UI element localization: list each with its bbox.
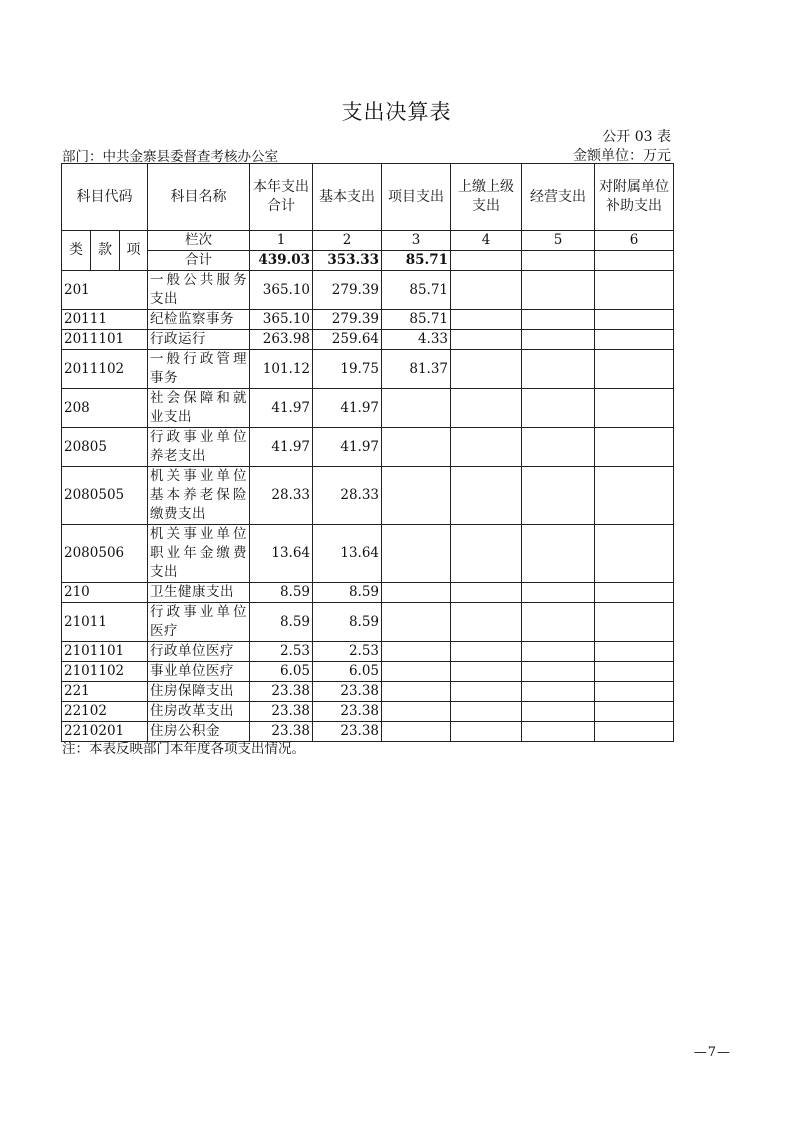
header-project: 项目支出 xyxy=(382,164,451,231)
row-total: 8.59 xyxy=(250,603,313,642)
row-code: 2101102 xyxy=(62,662,148,682)
row-subsidiary xyxy=(595,682,674,702)
row-basic: 13.64 xyxy=(313,525,382,583)
sum-label: 合计 xyxy=(148,251,250,271)
expenditure-table xyxy=(61,163,674,742)
row-name: 事业单位医疗 xyxy=(148,662,250,682)
row-project xyxy=(382,642,451,662)
row-project xyxy=(382,702,451,722)
row-project xyxy=(382,662,451,682)
row-subsidiary xyxy=(595,722,674,742)
row-total: 41.97 xyxy=(250,428,313,467)
table-row xyxy=(62,467,674,525)
row-business xyxy=(522,428,595,467)
sum-total: 439.03 xyxy=(250,251,313,271)
header-code: 科目代码 xyxy=(62,164,148,231)
row-subsidiary xyxy=(595,310,674,330)
row-total: 2.53 xyxy=(250,642,313,662)
row-project: 81.37 xyxy=(382,350,451,389)
form-number: 公开 03 表 xyxy=(602,129,671,145)
row-subsidiary xyxy=(595,642,674,662)
table-row xyxy=(62,682,674,702)
row-project xyxy=(382,583,451,603)
row-name: 行政事业单位医疗 xyxy=(148,603,250,642)
header-kuan: 款 xyxy=(91,231,120,271)
row-business xyxy=(522,310,595,330)
table-row xyxy=(62,583,674,603)
sum-basic: 353.33 xyxy=(313,251,382,271)
row-name: 纪检监察事务 xyxy=(148,310,250,330)
row-code: 21011 xyxy=(62,603,148,642)
row-subsidiary xyxy=(595,603,674,642)
column-number: 6 xyxy=(595,231,674,251)
row-name: 住房保障支出 xyxy=(148,682,250,702)
row-subsidiary xyxy=(595,467,674,525)
row-code: 201 xyxy=(62,271,148,310)
row-business xyxy=(522,682,595,702)
row-subsidiary xyxy=(595,428,674,467)
row-total: 263.98 xyxy=(250,330,313,350)
header-name: 科目名称 xyxy=(148,164,250,231)
row-business xyxy=(522,722,595,742)
row-name: 住房改革支出 xyxy=(148,702,250,722)
row-name: 住房公积金 xyxy=(148,722,250,742)
row-basic: 28.33 xyxy=(313,467,382,525)
row-basic: 279.39 xyxy=(313,271,382,310)
table-row xyxy=(62,702,674,722)
row-subsidiary xyxy=(595,350,674,389)
table-row xyxy=(62,389,674,428)
table-row xyxy=(62,662,674,682)
row-subsidiary xyxy=(595,389,674,428)
column-number-label: 栏次 xyxy=(148,231,250,251)
row-business xyxy=(522,642,595,662)
row-upper xyxy=(451,583,522,603)
row-upper xyxy=(451,603,522,642)
row-code: 2080506 xyxy=(62,525,148,583)
row-code: 2210201 xyxy=(62,722,148,742)
row-code: 2011102 xyxy=(62,350,148,389)
row-project xyxy=(382,682,451,702)
row-total: 13.64 xyxy=(250,525,313,583)
row-code: 221 xyxy=(62,682,148,702)
table-row xyxy=(62,330,674,350)
column-number: 1 xyxy=(250,231,313,251)
table-row xyxy=(62,642,674,662)
row-name: 行政事业单位养老支出 xyxy=(148,428,250,467)
row-project xyxy=(382,603,451,642)
row-total: 23.38 xyxy=(250,722,313,742)
row-project: 4.33 xyxy=(382,330,451,350)
row-total: 41.97 xyxy=(250,389,313,428)
row-code: 20111 xyxy=(62,310,148,330)
row-basic: 6.05 xyxy=(313,662,382,682)
row-name: 机关事业单位职业年金缴费支出 xyxy=(148,525,250,583)
sum-upper xyxy=(451,251,522,271)
row-upper xyxy=(451,467,522,525)
page-title: 支出决算表 xyxy=(341,100,452,124)
row-upper xyxy=(451,389,522,428)
row-business xyxy=(522,350,595,389)
page-number: —7— xyxy=(693,1045,731,1060)
table-row xyxy=(62,428,674,467)
row-code: 208 xyxy=(62,389,148,428)
header-lei: 类 xyxy=(62,231,91,271)
row-subsidiary xyxy=(595,662,674,682)
row-upper xyxy=(451,350,522,389)
column-number: 4 xyxy=(451,231,522,251)
row-total: 23.38 xyxy=(250,682,313,702)
row-project xyxy=(382,467,451,525)
row-project xyxy=(382,722,451,742)
header-upper: 上缴上级支出 xyxy=(451,164,522,231)
column-number: 3 xyxy=(382,231,451,251)
row-business xyxy=(522,583,595,603)
row-business xyxy=(522,525,595,583)
header-basic: 基本支出 xyxy=(313,164,382,231)
row-name: 卫生健康支出 xyxy=(148,583,250,603)
row-upper xyxy=(451,642,522,662)
row-upper xyxy=(451,662,522,682)
row-upper xyxy=(451,702,522,722)
amount-unit-label: 金额单位：万元 xyxy=(573,148,671,164)
row-business xyxy=(522,702,595,722)
row-name: 行政单位医疗 xyxy=(148,642,250,662)
row-business xyxy=(522,467,595,525)
row-subsidiary xyxy=(595,330,674,350)
header-business: 经营支出 xyxy=(522,164,595,231)
row-basic: 19.75 xyxy=(313,350,382,389)
row-total: 6.05 xyxy=(250,662,313,682)
row-business xyxy=(522,271,595,310)
row-name: 一般公共服务支出 xyxy=(148,271,250,310)
header-xiang: 项 xyxy=(120,231,148,271)
row-basic: 23.38 xyxy=(313,702,382,722)
row-project: 85.71 xyxy=(382,271,451,310)
row-basic: 8.59 xyxy=(313,583,382,603)
row-upper xyxy=(451,428,522,467)
row-code: 2101101 xyxy=(62,642,148,662)
row-business xyxy=(522,603,595,642)
table-row xyxy=(62,350,674,389)
row-total: 365.10 xyxy=(250,271,313,310)
column-number-row xyxy=(62,231,674,251)
row-business xyxy=(522,330,595,350)
row-code: 22102 xyxy=(62,702,148,722)
row-subsidiary xyxy=(595,583,674,603)
header-total: 本年支出合计 xyxy=(250,164,313,231)
column-number: 5 xyxy=(522,231,595,251)
row-basic: 279.39 xyxy=(313,310,382,330)
sum-business xyxy=(522,251,595,271)
row-basic: 23.38 xyxy=(313,722,382,742)
row-name: 机关事业单位基本养老保险缴费支出 xyxy=(148,467,250,525)
header-row xyxy=(62,164,674,231)
table-row xyxy=(62,310,674,330)
table-row xyxy=(62,603,674,642)
sum-subsidiary xyxy=(595,251,674,271)
row-code: 2080505 xyxy=(62,467,148,525)
row-code: 20805 xyxy=(62,428,148,467)
row-name: 社会保障和就业支出 xyxy=(148,389,250,428)
header-subsidiary: 对附属单位补助支出 xyxy=(595,164,674,231)
row-project xyxy=(382,389,451,428)
row-code: 210 xyxy=(62,583,148,603)
row-basic: 41.97 xyxy=(313,428,382,467)
row-basic: 8.59 xyxy=(313,603,382,642)
row-business xyxy=(522,662,595,682)
row-code: 2011101 xyxy=(62,330,148,350)
row-upper xyxy=(451,271,522,310)
row-total: 101.12 xyxy=(250,350,313,389)
row-total: 28.33 xyxy=(250,467,313,525)
row-total: 23.38 xyxy=(250,702,313,722)
row-total: 8.59 xyxy=(250,583,313,603)
department-label: 部门：中共金寨县委督查考核办公室 xyxy=(62,149,278,165)
footnote: 注：本表反映部门本年度各项支出情况。 xyxy=(62,741,305,757)
row-project xyxy=(382,525,451,583)
row-upper xyxy=(451,330,522,350)
row-subsidiary xyxy=(595,525,674,583)
table-row xyxy=(62,271,674,310)
row-upper xyxy=(451,310,522,330)
row-basic: 23.38 xyxy=(313,682,382,702)
row-subsidiary xyxy=(595,702,674,722)
table-row xyxy=(62,525,674,583)
row-business xyxy=(522,389,595,428)
row-name: 一般行政管理事务 xyxy=(148,350,250,389)
sum-row xyxy=(62,251,674,271)
row-basic: 41.97 xyxy=(313,389,382,428)
row-name: 行政运行 xyxy=(148,330,250,350)
row-total: 365.10 xyxy=(250,310,313,330)
row-subsidiary xyxy=(595,271,674,310)
row-project: 85.71 xyxy=(382,310,451,330)
row-upper xyxy=(451,682,522,702)
row-project xyxy=(382,428,451,467)
row-basic: 259.64 xyxy=(313,330,382,350)
row-upper xyxy=(451,525,522,583)
row-basic: 2.53 xyxy=(313,642,382,662)
row-upper xyxy=(451,722,522,742)
sum-project: 85.71 xyxy=(382,251,451,271)
column-number: 2 xyxy=(313,231,382,251)
